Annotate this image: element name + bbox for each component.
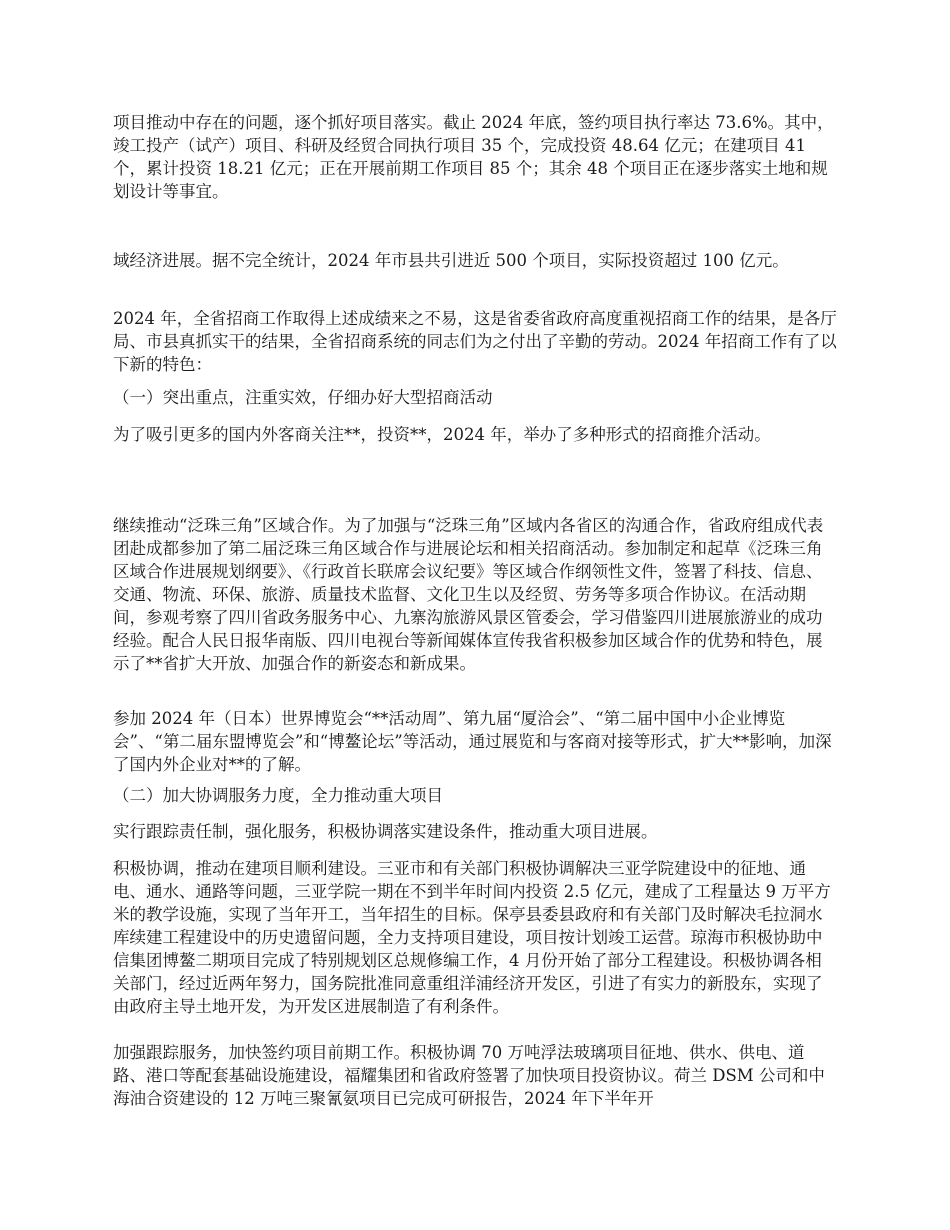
- paragraph-pan-pearl-delta: 继续推动“泛珠三角”区域合作。为了加强与“泛珠三角”区域内各省区的沟通合作，省政府组成代表团赴成都参加了第二届泛珠三角区域合作与进展论坛和相关招商活动。参加制定和起草《泛珠三角区域合作进展规划纲要》、《行政首长联席会议纪要》等区域合作纲领性文件，签署了科技、信息、交通、物流、环保、旅游、质量技术监督、文化卫生以及经贸、劳务等多项合作协议。在活动期间，参观考察了四川省政务服务中心、九寨沟旅游风景区管委会，学习借鉴四川进展旅游业的成功经验。配合人民日报华南版、四川电视台等新闻媒体宣传我省积极参加区域合作的优势和特色，展示了**省扩大开放、加强合作的新姿态和新成果。: [113, 516, 824, 673]
- section-heading-two: （二）加大协调服务力度，全力推动重大项目: [113, 786, 443, 805]
- paragraph-coordination-projects: 积极协调，推动在建项目顺利建设。三亚市和有关部门积极协调解决三亚学院建设中的征地、通电、通水、通路等问题，三亚学院一期在不到半年时间内投资 2.5 亿元，建成了工程量达 9 万平方米的教学设施，实现了当年开工，当年招生的目标。保亭县委县政府和有关部门及时解决毛拉洞水库续建工程建设中的历史遗留问题，全力支持项目建设，项目按计划竣工运营。琼海市积极协助中信集团博鳌二期项目完成了特别规划区总规修编工作，4 月份开始了部分工程建设。积极协调各相关部门，经过近两年努力，国务院批准同意重组洋浦经济开发区，引进了有实力的新股东，实现了由政府主导土地开发，为开发区进展制造了有利条件。: [113, 859, 831, 1016]
- paragraph-promotion-activities: 为了吸引更多的国内外客商关注**，投资**，2024 年，举办了多种形式的招商推介活动。: [113, 425, 771, 444]
- paragraph-signed-projects: 加强跟踪服务，加快签约项目前期工作。积极协调 70 万吨浮法玻璃项目征地、供水、供电、道路、港口等配套基础设施建设，福耀集团和省政府签署了加快项目投资协议。荷兰 DSM 公司和中海油合资建设的 12 万吨三聚氰氨项目已完成可研报告，2024 年下半年开: [113, 1043, 825, 1108]
- section-heading-one: （一）突出重点，注重实效，仔细办好大型招商活动: [113, 388, 493, 407]
- paragraph-project-execution: 项目推动中存在的问题，逐个抓好项目落实。截止 2024 年底，签约项目执行率达 73.6%。其中，竣工投产（试产）项目、科研及经贸合同执行项目 35 个，完成投资 48.64 亿元；在建项目 41 个，累计投资 18.21 亿元；正在开展前期工作项目 85 个；其余 48 个项目正在逐步落实土地和规划设计等事宜。: [113, 113, 834, 201]
- paragraph-regional-economy: 域经济进展。据不完全统计，2024 年市县共引进近 500 个项目，实际投资超过 100 亿元。: [113, 251, 789, 270]
- paragraph-achievement-summary: 2024 年，全省招商工作取得上述成绩来之不易，这是省委省政府高度重视招商工作的结果，是各厅局、市县真抓实干的结果，全省招商系统的同志们为之付出了辛勤的劳动。2024 年招商工作有了以下新的特色：: [113, 309, 837, 374]
- paragraph-tracking-responsibility: 实行跟踪责任制，强化服务，积极协调落实建设条件，推动重大项目进展。: [113, 822, 658, 841]
- paragraph-expo-participation: 参加 2024 年（日本）世界博览会“**活动周”、第九届“厦洽会”、“第二届中国中小企业博览会”、“第二届东盟博览会”和“博鳌论坛”等活动，通过展览和与客商对接等形式，扩大**影响，加深了国内外企业对**的了解。: [113, 709, 832, 774]
